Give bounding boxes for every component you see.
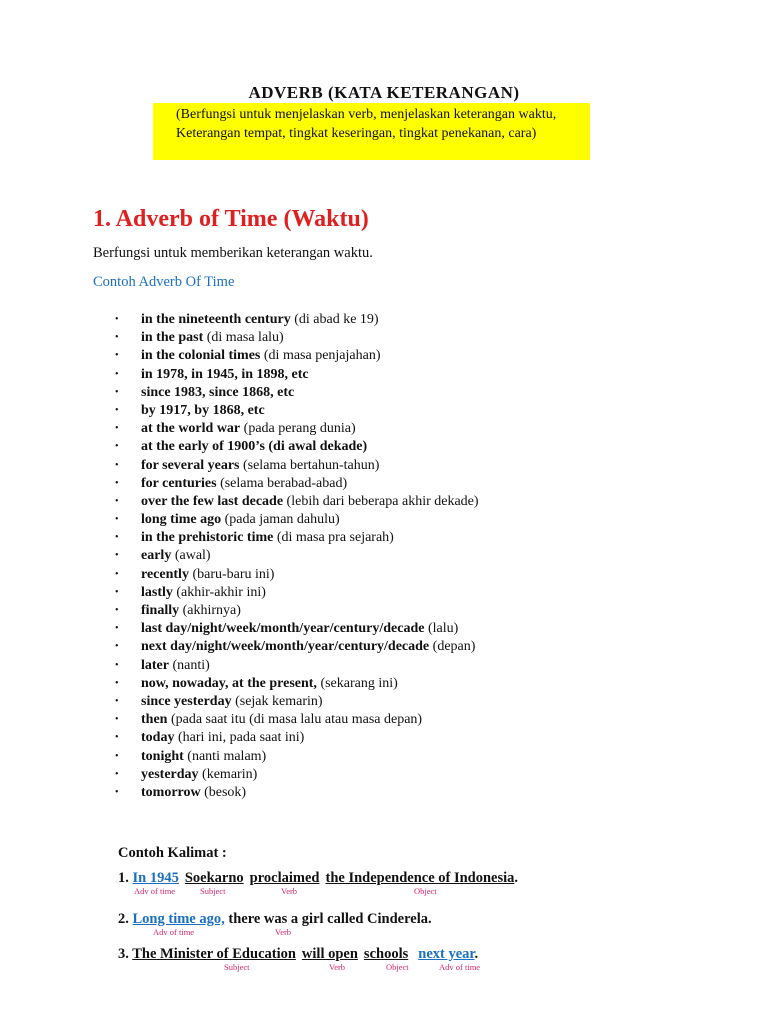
adverb-phrase: at the early of 1900’s (di awal dekade) [141, 439, 368, 455]
adverb-translation: (baru-baru ini) [188, 566, 275, 582]
tag-verb: Verb [329, 962, 346, 972]
bullet-icon: • [115, 532, 119, 544]
page-title: ADVERB (KATA KETERANGAN) [248, 83, 520, 102]
adverb-phrase: long time ago [141, 512, 222, 528]
adverb-phrase: then [141, 712, 168, 728]
adverb-translation: (nanti) [168, 657, 210, 673]
tag-subject: Subject [224, 962, 250, 972]
sentence-number: 3. [118, 946, 133, 962]
adverb-phrase: by 1917, by 1868, etc [141, 402, 265, 418]
list-item [115, 347, 479, 365]
adverb-translation: (pada jaman dahulu) [221, 512, 340, 528]
bullet-icon: • [115, 350, 119, 362]
adverb-phrase: recently [141, 566, 189, 582]
list-item [115, 457, 479, 475]
adverb-phrase: yesterday [141, 766, 199, 782]
adverb-translation: (pada saat itu (di masa lalu atau masa depan) [167, 712, 423, 728]
tag-adv-of-time: Adv of time [134, 886, 176, 896]
sentence-part-adverb: Long time ago, [132, 911, 225, 927]
sentence-part-verb: will open [301, 946, 358, 962]
bullet-icon: • [115, 332, 119, 344]
bullet-icon: • [115, 714, 119, 726]
list-item [115, 784, 479, 802]
adverb-list [115, 311, 479, 802]
sentence-number: 2. [118, 911, 133, 927]
sentence-part-object: the Independence of Indonesia [325, 870, 515, 886]
list-item [115, 329, 479, 347]
adverb-phrase: in the colonial times [141, 348, 261, 364]
adverb-translation: (selama berabad-abad) [216, 475, 348, 491]
bullet-icon: • [115, 368, 119, 380]
adverb-translation: (kemarin) [198, 766, 258, 782]
bullet-icon: • [115, 550, 119, 562]
bullet-icon: • [115, 459, 119, 471]
bullet-icon: • [115, 659, 119, 671]
adverb-phrase: in the nineteenth century [141, 312, 291, 327]
adverb-phrase: in the prehistoric time [141, 530, 274, 546]
list-item [115, 620, 479, 638]
bullet-icon: • [115, 677, 119, 689]
list-item [115, 366, 479, 384]
bullet-icon: • [115, 314, 119, 325]
bullet-icon: • [115, 514, 119, 526]
sentence-rest: there was a girl called Cinderela. [224, 911, 432, 927]
bullet-icon: • [115, 605, 119, 616]
sentence-part-verb: proclaimed [249, 870, 320, 886]
adverb-phrase: last day/night/week/month/year/century/decade [141, 621, 425, 637]
bullet-icon: • [115, 786, 119, 798]
adverb-phrase: over the few last decade [141, 493, 284, 509]
highlight-line-1: (Berfungsi untuk menjelaskan verb, menjelaskan keterangan waktu, [176, 107, 557, 122]
adverb-phrase: tonight [141, 748, 184, 764]
bullet-icon: • [115, 568, 119, 580]
list-item [115, 529, 479, 547]
adverb-phrase: early [141, 548, 172, 564]
adverb-translation: (lebih dari beberapa akhir dekade) [283, 493, 479, 509]
bullet-icon: • [115, 750, 119, 762]
adverb-translation: (besok) [200, 784, 247, 800]
adverb-phrase: tomorrow [141, 784, 201, 800]
list-item [115, 602, 479, 620]
list-item [115, 675, 479, 693]
example-sentence-1 [118, 870, 518, 887]
adverb-phrase: in the past [141, 330, 204, 346]
tag-object: Object [386, 962, 409, 972]
adverb-phrase: since 1983, since 1868, etc [141, 384, 295, 400]
example-sentence-2 [118, 911, 432, 928]
adverb-translation: (hari ini, pada saat ini) [174, 730, 305, 746]
adverb-translation: (selama bertahun-tahun) [239, 457, 380, 473]
bullet-icon: • [115, 404, 119, 416]
list-item [115, 384, 479, 402]
bullet-icon: • [115, 386, 119, 398]
sentence-end: . [474, 946, 479, 962]
list-item [115, 493, 479, 511]
list-item [115, 584, 479, 602]
adverb-translation: (nanti malam) [183, 748, 267, 764]
list-item [115, 438, 479, 456]
adverb-phrase: today [141, 730, 175, 746]
bullet-icon: • [115, 732, 119, 744]
sentence-number: 1. [118, 870, 133, 886]
list-item [115, 729, 479, 747]
adverb-translation: (di masa penjajahan) [260, 348, 381, 364]
adverb-translation: (di masa pra sejarah) [273, 530, 394, 546]
highlight-line-2: Keterangan tempat, tingkat keseringan, tingkat penekanan, cara) [176, 126, 537, 141]
list-item [115, 402, 479, 420]
section-intro: Berfungsi untuk memberikan keterangan waktu. [93, 245, 373, 261]
list-item [115, 475, 479, 493]
sentence-part-adverb: In 1945 [132, 870, 179, 886]
sentences-heading: Contoh Kalimat : [118, 845, 227, 861]
adverb-phrase: in 1978, in 1945, in 1898, etc [141, 366, 309, 382]
adverb-phrase: for several years [141, 457, 240, 473]
adverb-translation: (akhirnya) [179, 603, 241, 618]
example-sentence-3 [118, 946, 478, 963]
sentence-part-subject: The Minister of Education [132, 946, 296, 962]
adverb-translation: (di masa lalu) [203, 330, 284, 346]
adverb-phrase: finally [141, 603, 180, 618]
bullet-icon: • [115, 641, 119, 653]
list-item [115, 311, 479, 329]
bullet-icon: • [115, 495, 119, 507]
list-item [115, 766, 479, 784]
adverb-phrase: at the world war [141, 421, 241, 437]
sentence-part-adverb: next year [418, 946, 475, 962]
tag-adv-of-time: Adv of time [439, 962, 481, 972]
examples-heading: Contoh Adverb Of Time [93, 274, 235, 290]
list-item [115, 420, 479, 438]
list-item [115, 638, 479, 656]
adverb-translation: (awal) [171, 548, 211, 564]
tag-verb: Verb [281, 886, 298, 896]
section-heading: 1. Adverb of Time (Waktu) [93, 206, 369, 232]
adverb-phrase: lastly [141, 584, 173, 600]
adverb-phrase: for centuries [141, 475, 217, 491]
sentence-part-subject: Soekarno [184, 870, 244, 886]
adverb-translation: (sekarang ini) [316, 675, 398, 691]
bullet-icon: • [115, 423, 119, 435]
list-item [115, 547, 479, 565]
sentence-end: . [514, 870, 519, 886]
bullet-icon: • [115, 768, 119, 780]
adverb-translation: (sejak kemarin) [231, 693, 323, 709]
list-item [115, 657, 479, 675]
adverb-translation: (pada perang dunia) [240, 421, 356, 437]
adverb-translation: (di abad ke 19) [290, 312, 379, 327]
tag-object: Object [414, 886, 437, 896]
adverb-phrase: since yesterday [141, 693, 232, 709]
adverb-translation: (depan) [429, 639, 476, 655]
adverb-phrase: now, nowaday, at the present, [141, 675, 317, 691]
adverb-phrase: later [141, 657, 169, 673]
bullet-icon: • [115, 586, 119, 598]
list-item [115, 693, 479, 711]
list-item [115, 566, 479, 584]
bullet-icon: • [115, 477, 119, 489]
list-item [115, 511, 479, 529]
sentence-part-object: schools [363, 946, 409, 962]
adverb-translation: (akhir-akhir ini) [172, 584, 266, 600]
adverb-phrase: next day/night/week/month/year/century/decade [141, 639, 430, 655]
tag-verb: Verb [275, 927, 292, 937]
tag-adv-of-time: Adv of time [153, 927, 195, 937]
bullet-icon: • [115, 441, 119, 453]
list-item [115, 748, 479, 766]
bullet-icon: • [115, 623, 119, 635]
list-item [115, 711, 479, 729]
bullet-icon: • [115, 695, 119, 707]
adverb-translation: (lalu) [424, 621, 459, 637]
tag-subject: Subject [200, 886, 226, 896]
